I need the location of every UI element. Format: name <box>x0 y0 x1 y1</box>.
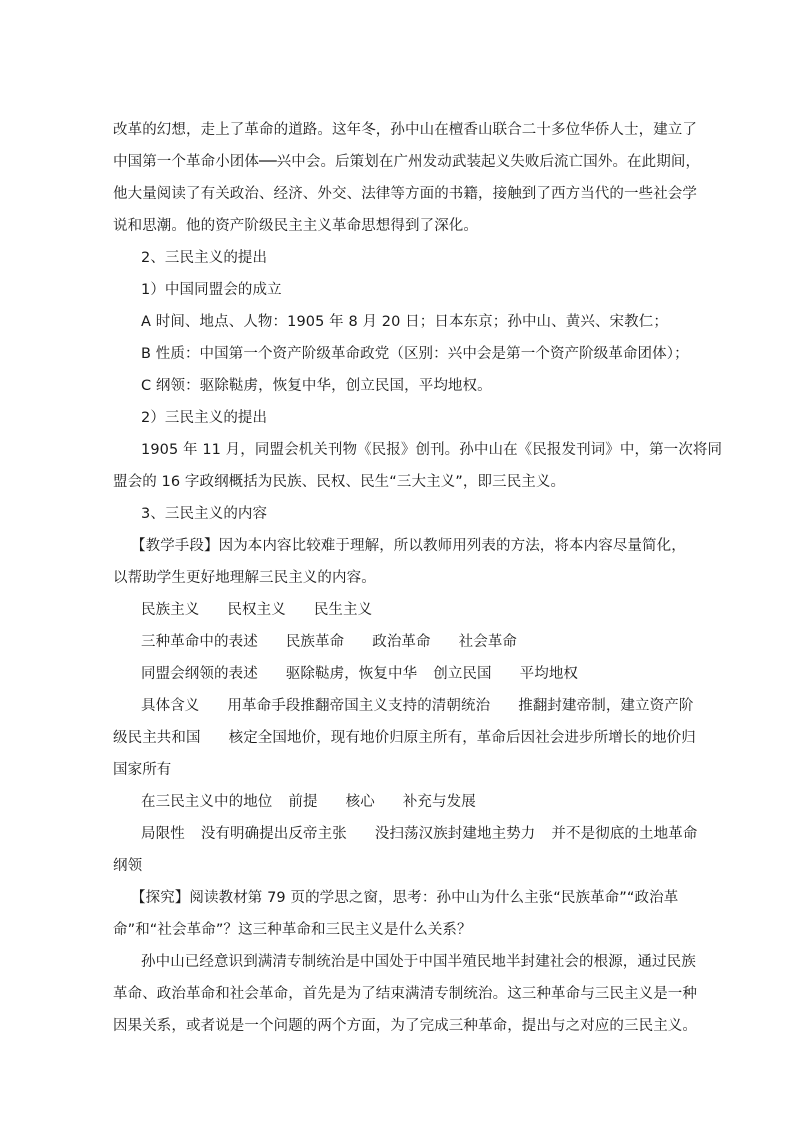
table-cell: 同盟会纲领的表述 <box>141 666 258 682</box>
table-row-continued <box>113 728 696 748</box>
paragraph-line: 革命、政治革命和社会革命，首先是为了结束满清专制统治。这三种革命与三民主义是一种 <box>113 986 697 1002</box>
paragraph-line: 盟会的 16 字政纲概括为民族、民权、民生“三大主义”，即三民主义。 <box>113 474 566 490</box>
table-cell: 民族革命 <box>285 634 345 650</box>
table-row <box>141 696 694 716</box>
list-item: B 性质：中国第一个资产阶级革命政党（区别：兴中会是第一个资产阶级革命团体）； <box>141 346 689 362</box>
table-cell: 核心 <box>345 794 375 810</box>
table-cell: 并不是彻底的土地革命 <box>551 826 698 842</box>
list-item: C 纲领：驱除鞑虏，恢复中华，创立民国，平均地权。 <box>141 378 492 394</box>
table-cell: 补充与发展 <box>402 794 476 810</box>
table-cell: 民族主义 <box>141 602 200 618</box>
table-cell: 级民主共和国 <box>113 730 201 746</box>
paragraph-line: 1905 年 11 月，同盟会机关刊物《民报》创刊。孙中山在《民报发刊词》中，第一次将同 <box>141 442 723 458</box>
table-cell: 社会革命 <box>458 634 518 650</box>
table-row <box>141 664 683 684</box>
table-cell: 没有明确提出反帝主张 <box>200 826 347 842</box>
table-cell: 在三民主义中的地位 <box>141 794 273 810</box>
list-item: A 时间、地点、人物：1905 年 8 月 20 日；日本东京；孙中山、黄兴、宋教仁； <box>141 314 668 330</box>
subsection-heading: 1）中国同盟会的成立 <box>141 282 282 298</box>
table-row-continued: 纲领 <box>113 858 143 874</box>
table-cell: 平均地权 <box>519 666 579 682</box>
table-cell: 具体含义 <box>141 698 200 714</box>
table-cell: 没扫荡汉族封建地主势力 <box>374 826 536 842</box>
paragraph-line: 因果关系，或者说是一个问题的两个方面，为了完成三种革命，提出与之对应的三民主义。 <box>113 1018 697 1034</box>
table-cell: 局限性 <box>141 826 185 842</box>
paragraph-line: 以帮助学生更好地理解三民主义的内容。 <box>113 570 376 586</box>
table-cell: 前提 <box>288 794 318 810</box>
subsection-heading: 2）三民主义的提出 <box>141 410 268 426</box>
table-cell: 民生主义 <box>313 602 373 618</box>
paragraph-line: 命”和“社会革命”？这三种革命和三民主义是什么关系？ <box>113 922 472 938</box>
section-heading: 2、三民主义的提出 <box>141 250 268 266</box>
table-cell: 民权主义 <box>227 602 286 618</box>
table-cell: 政治革命 <box>372 634 431 650</box>
table-cell: 推翻封建帝制，建立资产阶 <box>518 698 694 714</box>
table-row <box>141 632 683 652</box>
table-row <box>141 792 683 812</box>
paragraph-line: 改革的幻想，走上了革命的道路。这年冬，孙中山在檀香山联合二十多位华侨人士，建立了 <box>113 122 697 138</box>
table-cell: 核定全国地价，现有地价归原主所有，革命后因社会进步所增长的地价归 <box>228 730 696 746</box>
table-cell: 创立民国 <box>433 666 492 682</box>
paragraph-line: 说和思潮。他的资产阶级民主主义革命思想得到了深化。 <box>113 218 478 234</box>
table-cell: 三种革命中的表述 <box>141 634 258 650</box>
table-row <box>141 600 683 620</box>
table-cell: 驱除鞑虏，恢复中华 <box>285 666 418 682</box>
section-heading: 3、三民主义的内容 <box>141 506 268 522</box>
paragraph-line: 【教学手段】因为本内容比较难于理解，所以教师用列表的方法，将本内容尽量简化， <box>131 538 686 554</box>
table-row-continued: 国家所有 <box>113 762 172 778</box>
paragraph-line: 【探究】阅读教材第 79 页的学思之窗，思考：孙中山为什么主张“民族革命”“政治革 <box>131 890 679 906</box>
paragraph-line: 他大量阅读了有关政治、经济、外交、法律等方面的书籍，接触到了西方当代的一些社会学 <box>113 186 697 202</box>
paragraph-line: 孙中山已经意识到满清专制统治是中国处于中国半殖民地半封建社会的根源，通过民族 <box>141 954 696 970</box>
paragraph-line: 中国第一个革命小团体──兴中会。后策划在广州发动武装起义失败后流亡国外。在此期间， <box>113 154 701 170</box>
table-row <box>141 824 698 844</box>
table-cell: 用革命手段推翻帝国主义支持的清朝统治 <box>227 698 491 714</box>
